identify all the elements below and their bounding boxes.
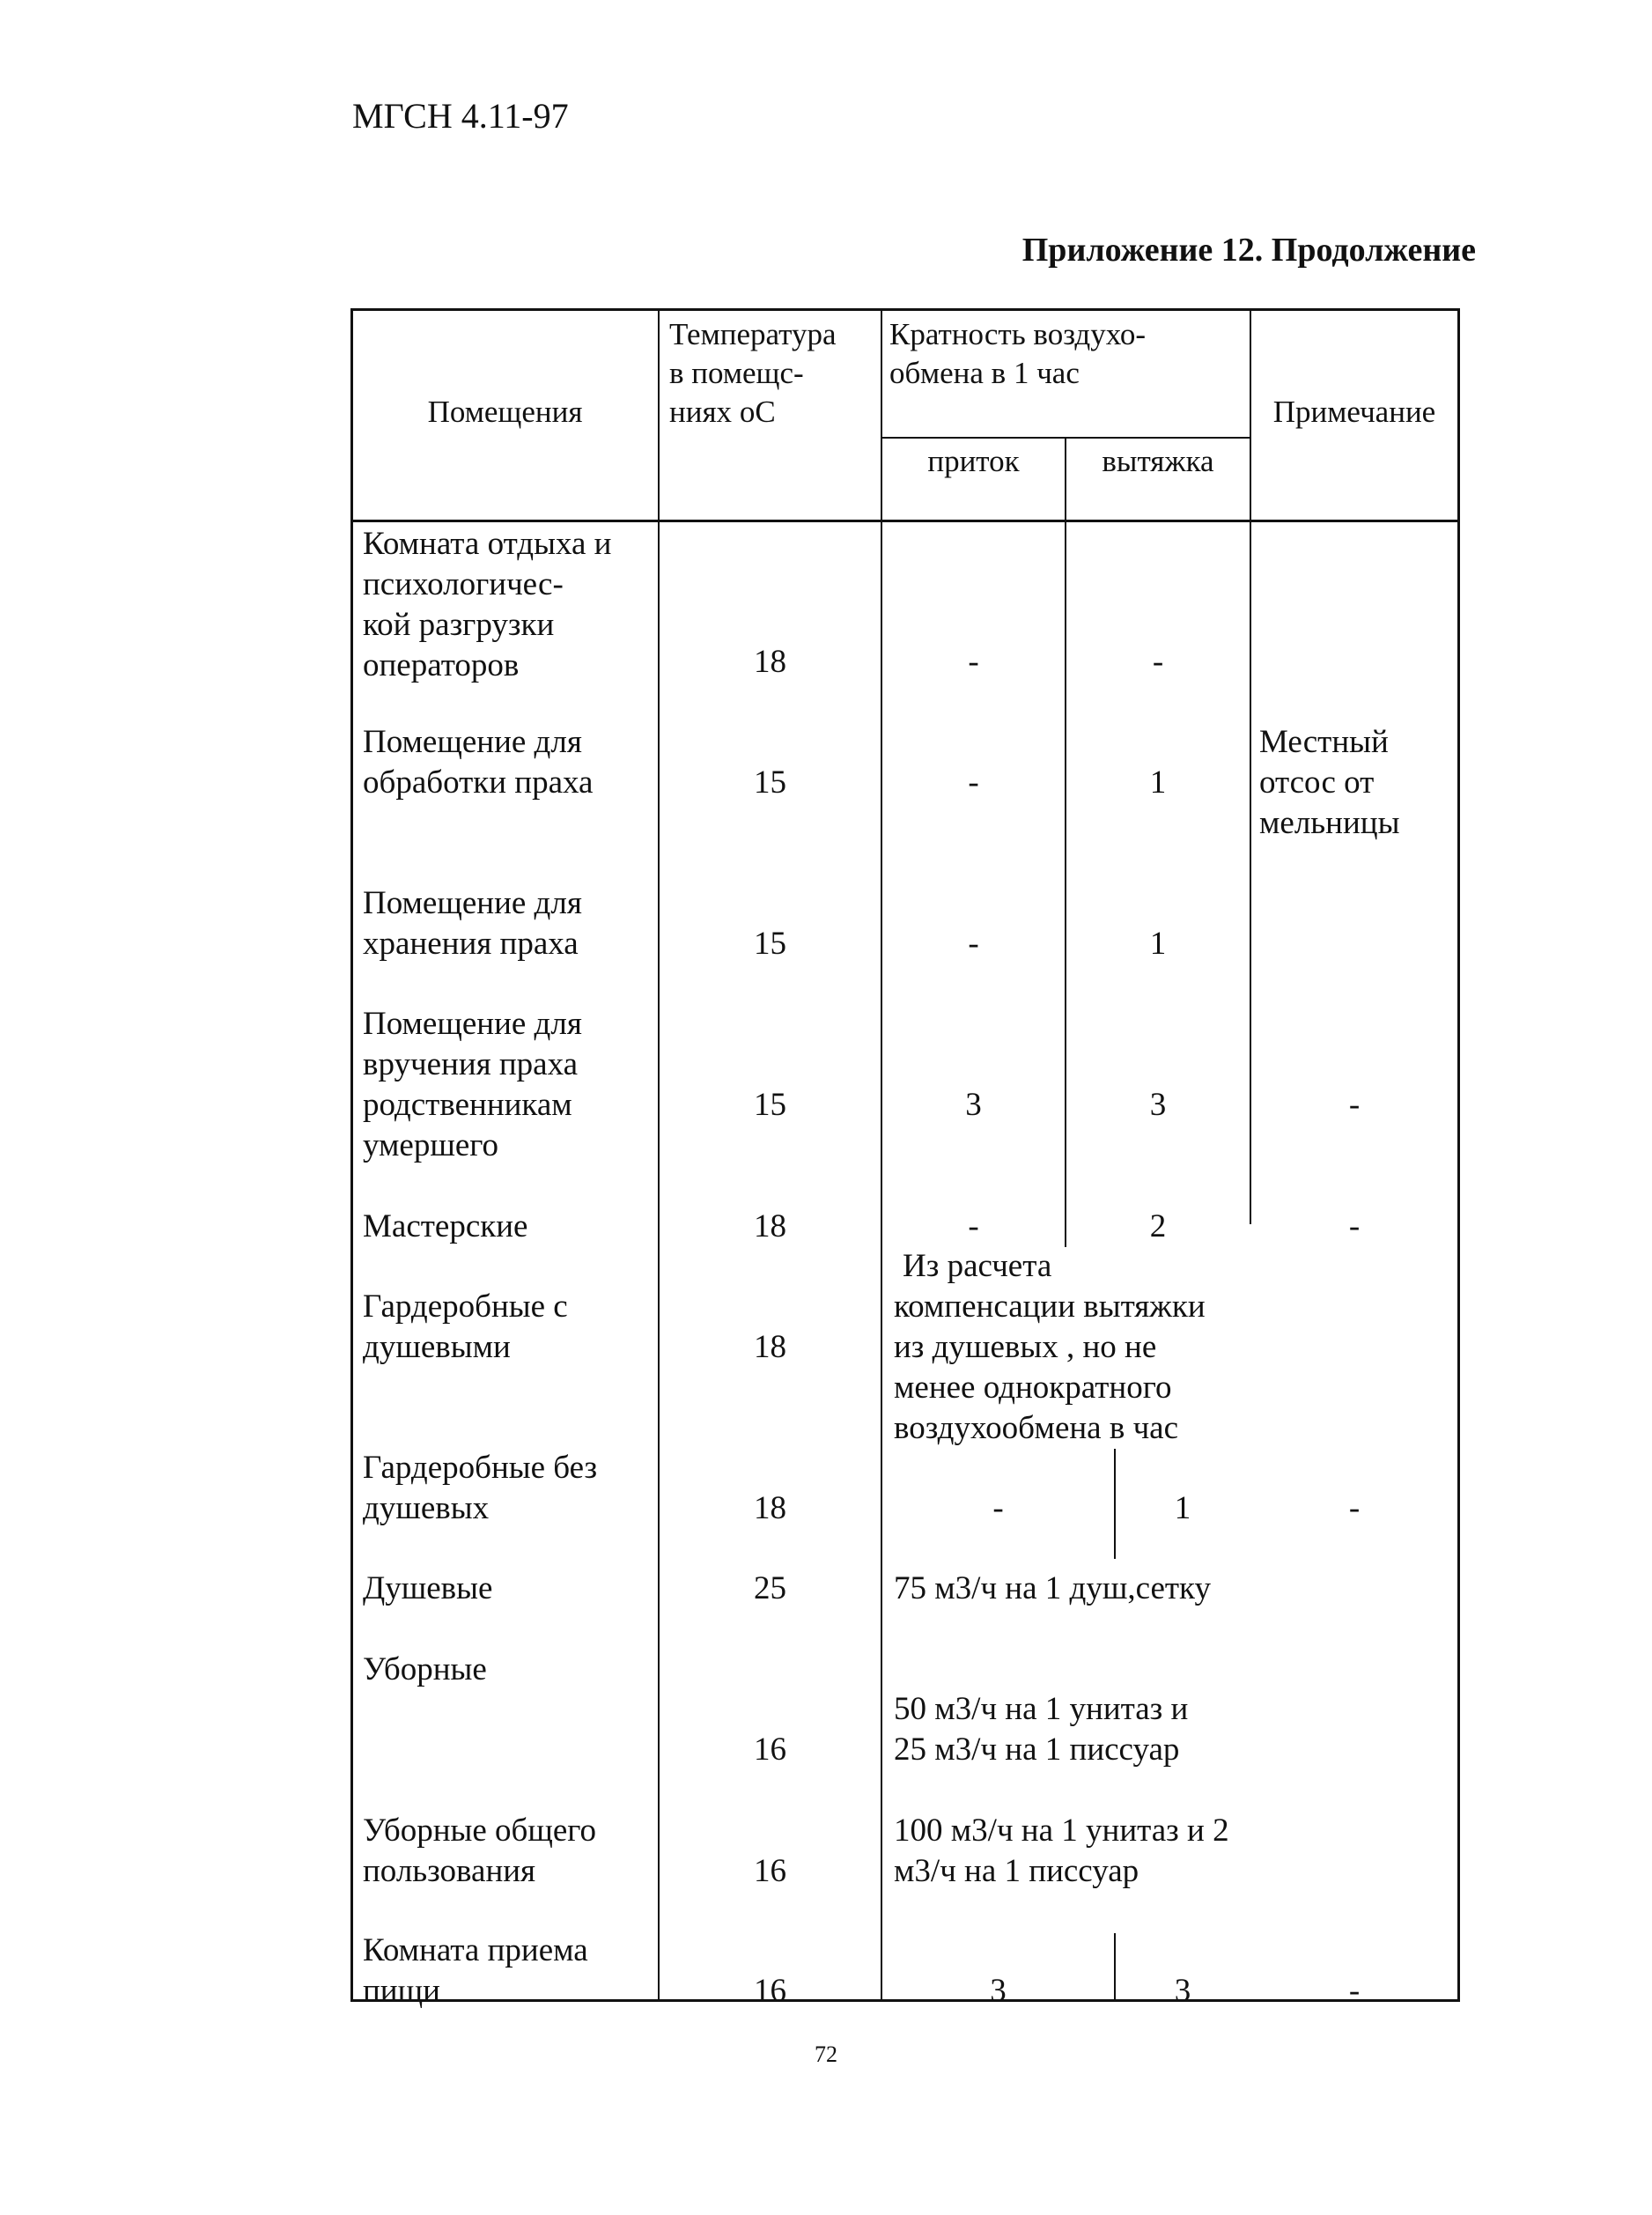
- column-header-rooms: Помещения: [427, 395, 583, 429]
- air-exchange-text: [894, 1689, 1188, 1770]
- temperature-header-line: Температура: [669, 317, 837, 351]
- temperature-value: 15: [754, 926, 786, 962]
- table-border-right: [1457, 308, 1460, 2002]
- room-name-line: Комната отдыха и: [363, 526, 612, 562]
- column-header-temperature: [669, 315, 837, 432]
- room-name-line: Уборные: [363, 1651, 487, 1687]
- air-exchange-line: менее однократного: [894, 1370, 1172, 1406]
- exhaust-value: -: [1152, 644, 1164, 680]
- room-name-line: кой разгрузки: [363, 607, 555, 643]
- room-name-line: Мастерские: [363, 1208, 528, 1244]
- supply-value: 3: [990, 1973, 1007, 2009]
- page-number: 72: [815, 2041, 837, 2067]
- temperature-value: 18: [754, 644, 786, 680]
- table-border-left: [350, 308, 353, 2002]
- room-name: [363, 1448, 597, 1529]
- room-name-line: хранения праха: [363, 926, 579, 962]
- exhaust-value: 1: [1149, 926, 1167, 962]
- room-name-line: операторов: [363, 647, 520, 683]
- column-header-supply: приток: [927, 444, 1020, 478]
- room-name-line: Помещение для: [363, 1006, 582, 1042]
- temperature-value: 18: [754, 1208, 786, 1244]
- note-value: -: [1348, 1208, 1361, 1244]
- temperature-unit: оС: [739, 395, 776, 429]
- table-border-top: [350, 308, 1460, 311]
- exhaust-value: 3: [1149, 1087, 1167, 1123]
- room-name-line: Уборные общего: [363, 1813, 597, 1849]
- note-line: отсос от: [1259, 764, 1375, 801]
- room-name: [363, 1287, 568, 1368]
- air-exchange-line: 75 м3/ч на 1 душ,сетку: [894, 1570, 1212, 1606]
- exhaust-value: 1: [1174, 1490, 1191, 1526]
- temperature-header-line: в помещс-: [669, 356, 804, 390]
- note-line: мельницы: [1259, 805, 1400, 841]
- temperature-value: 15: [754, 1087, 786, 1123]
- column-header-note: Примечание: [1272, 395, 1436, 429]
- room-name-line: Гардеробные без: [363, 1450, 598, 1486]
- page-header: МГСН 4.11-97: [352, 96, 569, 136]
- supply-value: -: [968, 926, 979, 962]
- air-exchange-line: из душевых , но не: [894, 1329, 1157, 1365]
- room-name: [363, 1811, 596, 1892]
- room-name: [363, 722, 593, 803]
- note-value: -: [1348, 1087, 1361, 1123]
- temperature-header-line: [669, 393, 837, 432]
- note-value: -: [1348, 1973, 1361, 2009]
- column-divider-2: [881, 308, 882, 2002]
- room-name-line: психологичес-: [363, 566, 564, 602]
- air-exchange-line: 50 м3/ч на 1 унитаз и: [894, 1691, 1189, 1727]
- air-exchange-text: [894, 1569, 1211, 1609]
- air-exchange-line: 25 м3/ч на 1 писсуар: [894, 1731, 1180, 1768]
- room-name-line: Гардеробные с: [363, 1288, 568, 1325]
- air-exchange-line: Из расчета: [903, 1248, 1052, 1284]
- air-exchange-line: компенсации вытяжки: [894, 1288, 1206, 1325]
- temperature-value: 18: [754, 1490, 786, 1526]
- room-name-line: Помещение для: [363, 885, 582, 921]
- temperature-value: 16: [754, 1853, 786, 1889]
- column-header-exhaust: вытяжка: [1102, 444, 1214, 478]
- room-name: [363, 1569, 492, 1609]
- room-name-line: обработки праха: [363, 764, 594, 801]
- room-name-line: Помещение для: [363, 724, 582, 760]
- temperature-value: 16: [754, 1973, 786, 2009]
- supply-value: -: [968, 1208, 979, 1244]
- air-exchange-text: [894, 1811, 1229, 1892]
- air-exchange-line: воздухообмена в час: [894, 1410, 1179, 1446]
- air-exchange-line: м3/ч на 1 писсуар: [894, 1853, 1139, 1889]
- temperature-value: 15: [754, 764, 786, 801]
- header-bottom-rule: [350, 520, 1460, 522]
- room-name-line: душевыми: [363, 1329, 511, 1365]
- appendix-title: Приложение 12. Продолжение: [1021, 232, 1476, 269]
- room-name-line: пищи: [363, 1973, 440, 2009]
- room-name-line: родственникам: [363, 1087, 572, 1123]
- temperature-value: 25: [754, 1570, 786, 1606]
- room-name: [363, 1931, 588, 2012]
- air-exchange-text: [894, 1246, 1206, 1449]
- note-value: [1259, 722, 1399, 844]
- room-name-line: душевых: [363, 1490, 490, 1526]
- temperature-header-word: ниях: [669, 395, 733, 429]
- air-exchange-header-line: обмена в 1 час: [889, 356, 1080, 390]
- room-name-line: умершего: [363, 1127, 499, 1163]
- room-name-line: Комната приема: [363, 1932, 588, 1968]
- subcolumn-divider-body: [1065, 521, 1066, 1247]
- room-name-line: вручения праха: [363, 1046, 579, 1082]
- exhaust-value: 1: [1149, 764, 1167, 801]
- supply-value: -: [968, 644, 979, 680]
- room-name: [363, 1650, 487, 1690]
- room-name: [363, 1207, 527, 1247]
- room-name-line: Душевые: [363, 1570, 493, 1606]
- temperature-value: 18: [754, 1329, 786, 1365]
- air-exchange-line: 100 м3/ч на 1 унитаз и 2: [894, 1813, 1229, 1849]
- supply-value: -: [992, 1490, 1004, 1526]
- note-line: Местный: [1259, 724, 1389, 760]
- exhaust-value: 3: [1174, 1973, 1191, 2009]
- exhaust-value: 2: [1149, 1208, 1167, 1244]
- air-exchange-header-line: Кратность воздухо-: [889, 317, 1147, 351]
- room-name: [363, 883, 582, 964]
- room-name-line: пользования: [363, 1853, 536, 1889]
- supply-value: 3: [965, 1087, 982, 1123]
- supply-value: -: [968, 764, 979, 801]
- temperature-value: 16: [754, 1731, 786, 1768]
- room-name: [363, 1004, 582, 1166]
- note-value: -: [1348, 1490, 1361, 1526]
- column-header-air-exchange: [889, 315, 1146, 393]
- room-name: [363, 524, 611, 686]
